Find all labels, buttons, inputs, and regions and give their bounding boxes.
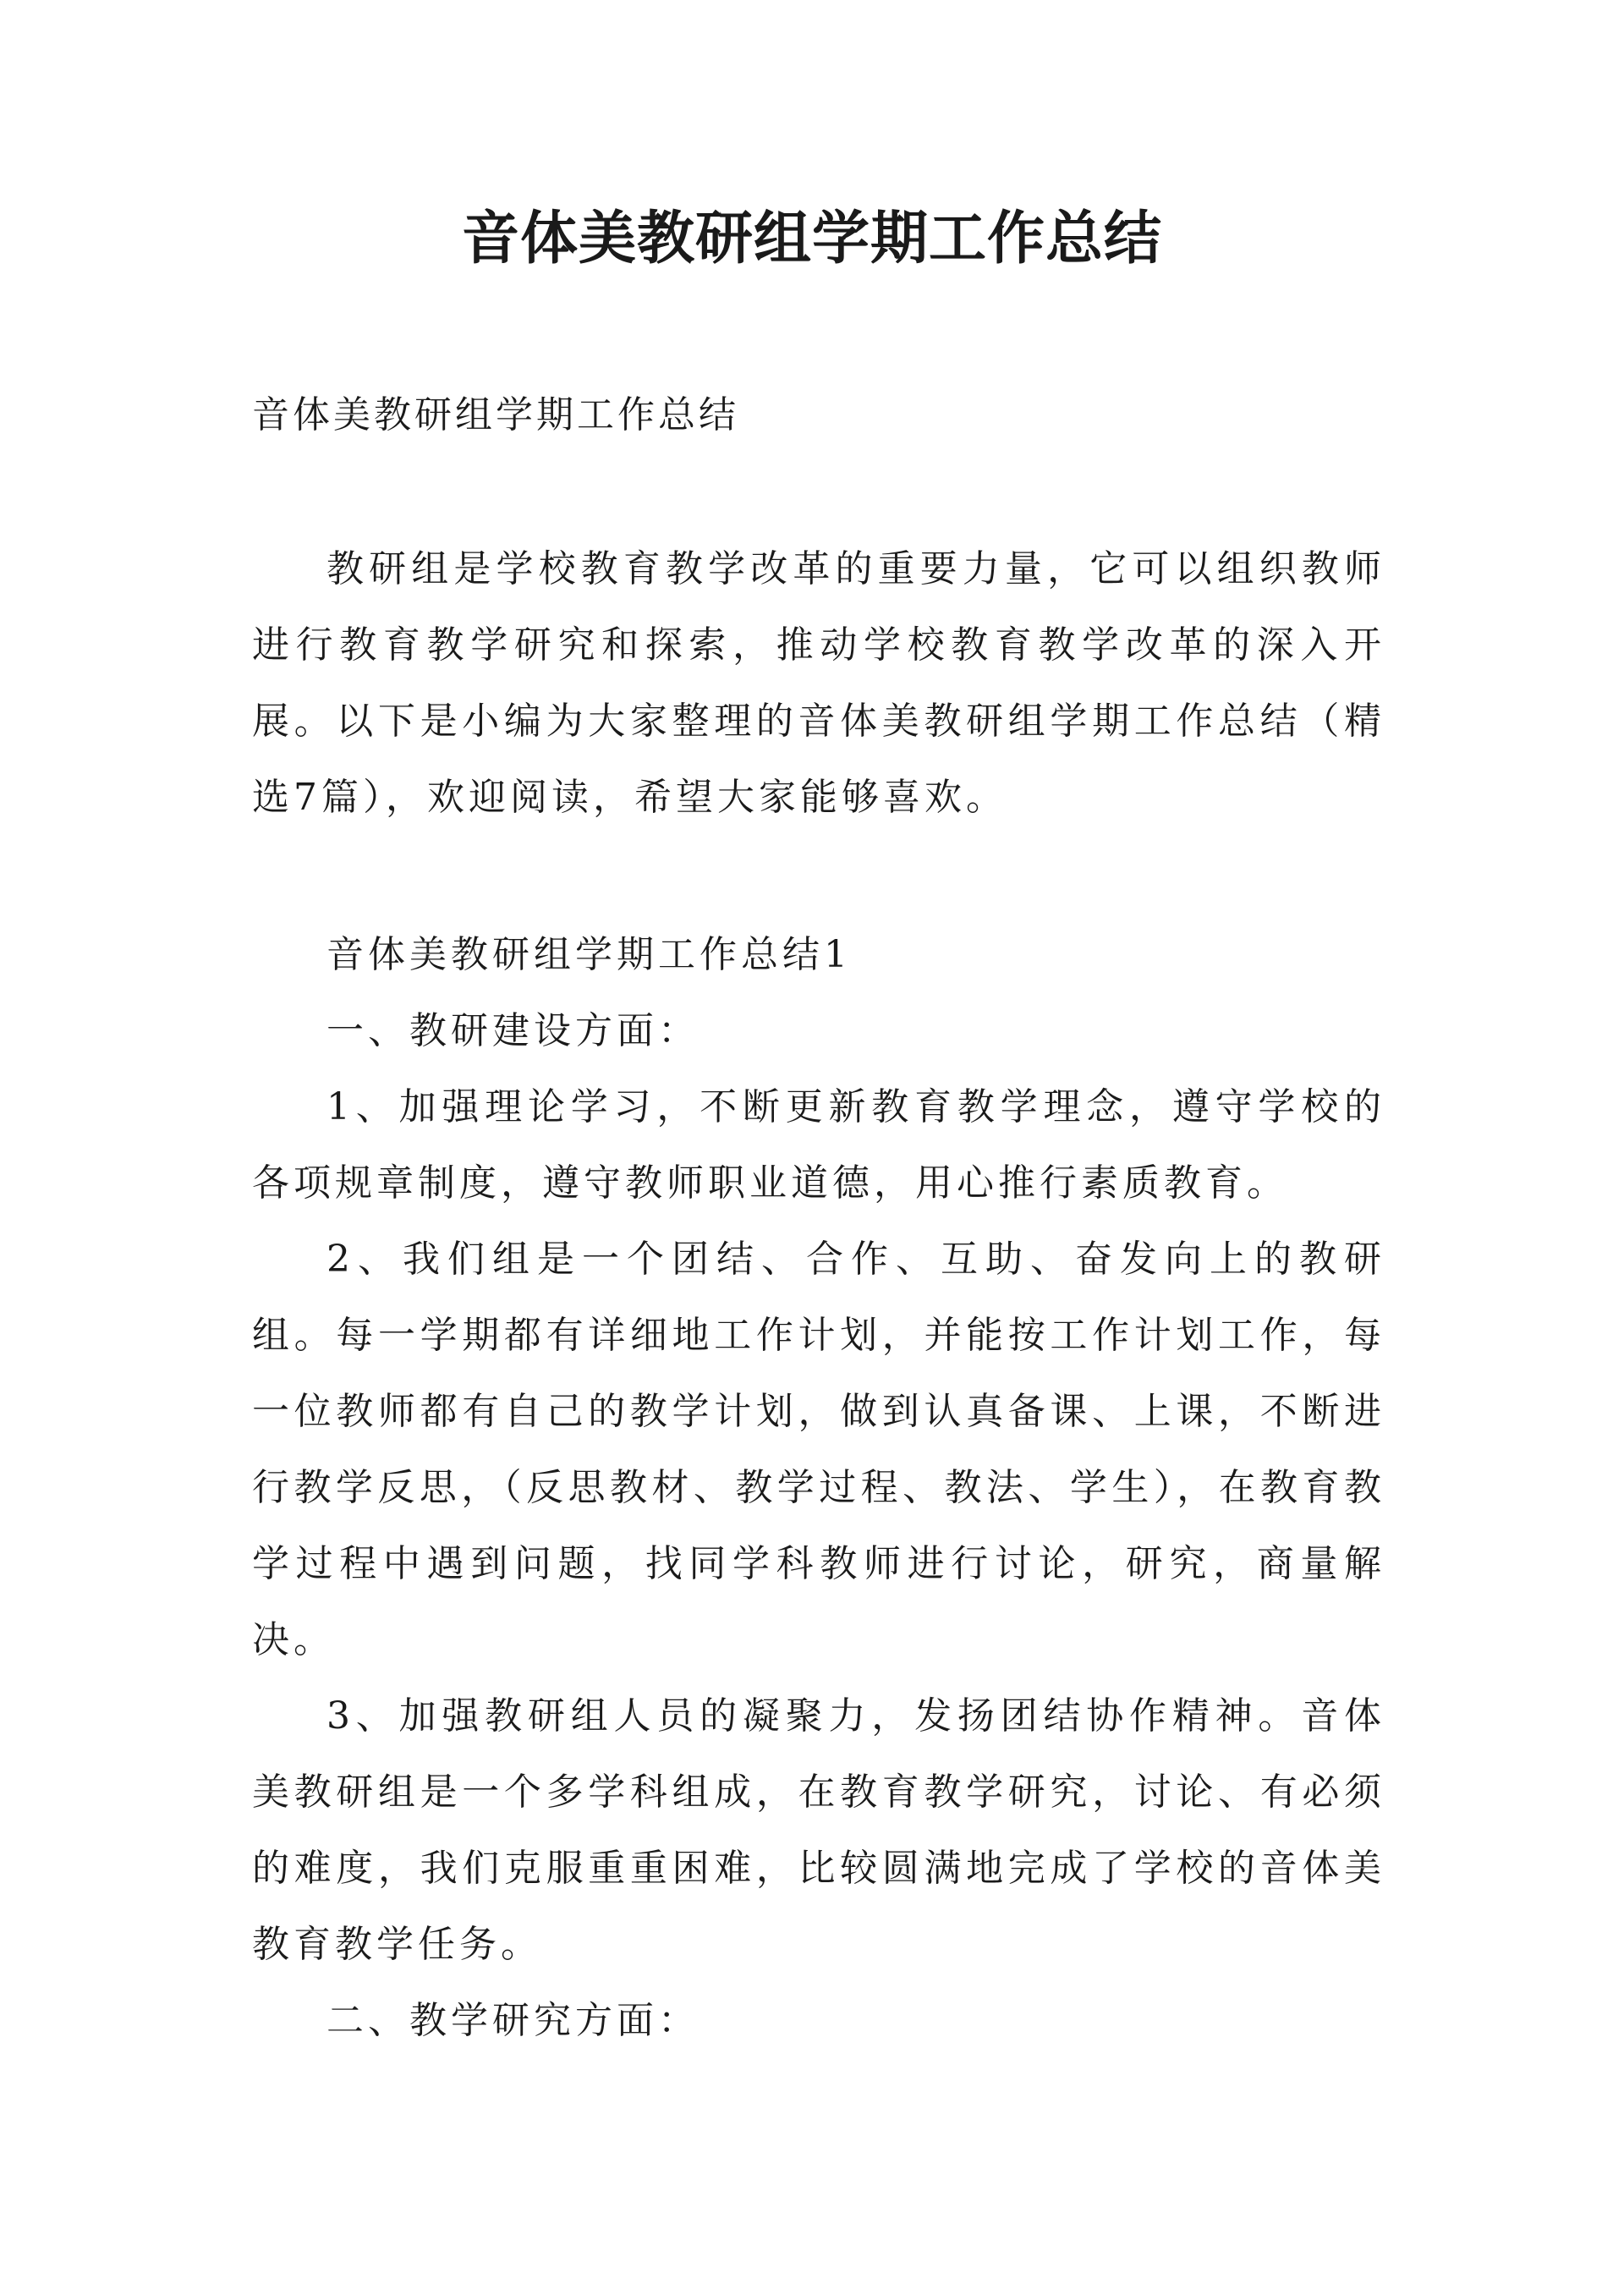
item-2-paragraph: 2、我们组是一个团结、合作、互助、奋发向上的教研组。每一学期都有详细地工作计划，并能按工作计划工作，每一位教师都有自己的教学计划，做到认真备课、上课，不断进行教学反思，（反思教材、教学过程、教法、学生），在教育教学过程中遇到问题，找同学科教师进行讨论，研究，商量解决。 [252, 1238, 1385, 1661]
section-heading: 音体美教研组学期工作总结1 [326, 933, 852, 976]
section-1 [252, 917, 1385, 2059]
part-one-heading: 一、教研建设方面： [326, 1009, 700, 1052]
part-two-heading: 二、教学研究方面： [326, 1999, 700, 2042]
item-1-paragraph: 1、加强理论学习，不断更新教育教学理念，遵守学校的各项规章制度，遵守教师职业道德，用心推行素质教育。 [252, 1085, 1385, 1205]
intro-paragraph: 教研组是学校教育教学改革的重要力量，它可以组织教师进行教育教学研究和探索，推动学校教育教学改革的深入开展。以下是小编为大家整理的音体美教研组学期工作总结（精选7篇），欢迎阅读，希望大家能够喜欢。 [252, 547, 1385, 819]
document-subtitle: 音体美教研组学期工作总结 [252, 393, 739, 436]
item-3-paragraph: 3、加强教研组人员的凝聚力，发扬团结协作精神。音体美教研组是一个多学科组成，在教育教学研究，讨论、有必须的难度，我们克服重重困难，比较圆满地完成了学校的音体美教育教学任务。 [252, 1694, 1385, 1966]
document-title: 音体美教研组学期工作总结 [461, 205, 1162, 272]
intro-section [252, 531, 1385, 836]
